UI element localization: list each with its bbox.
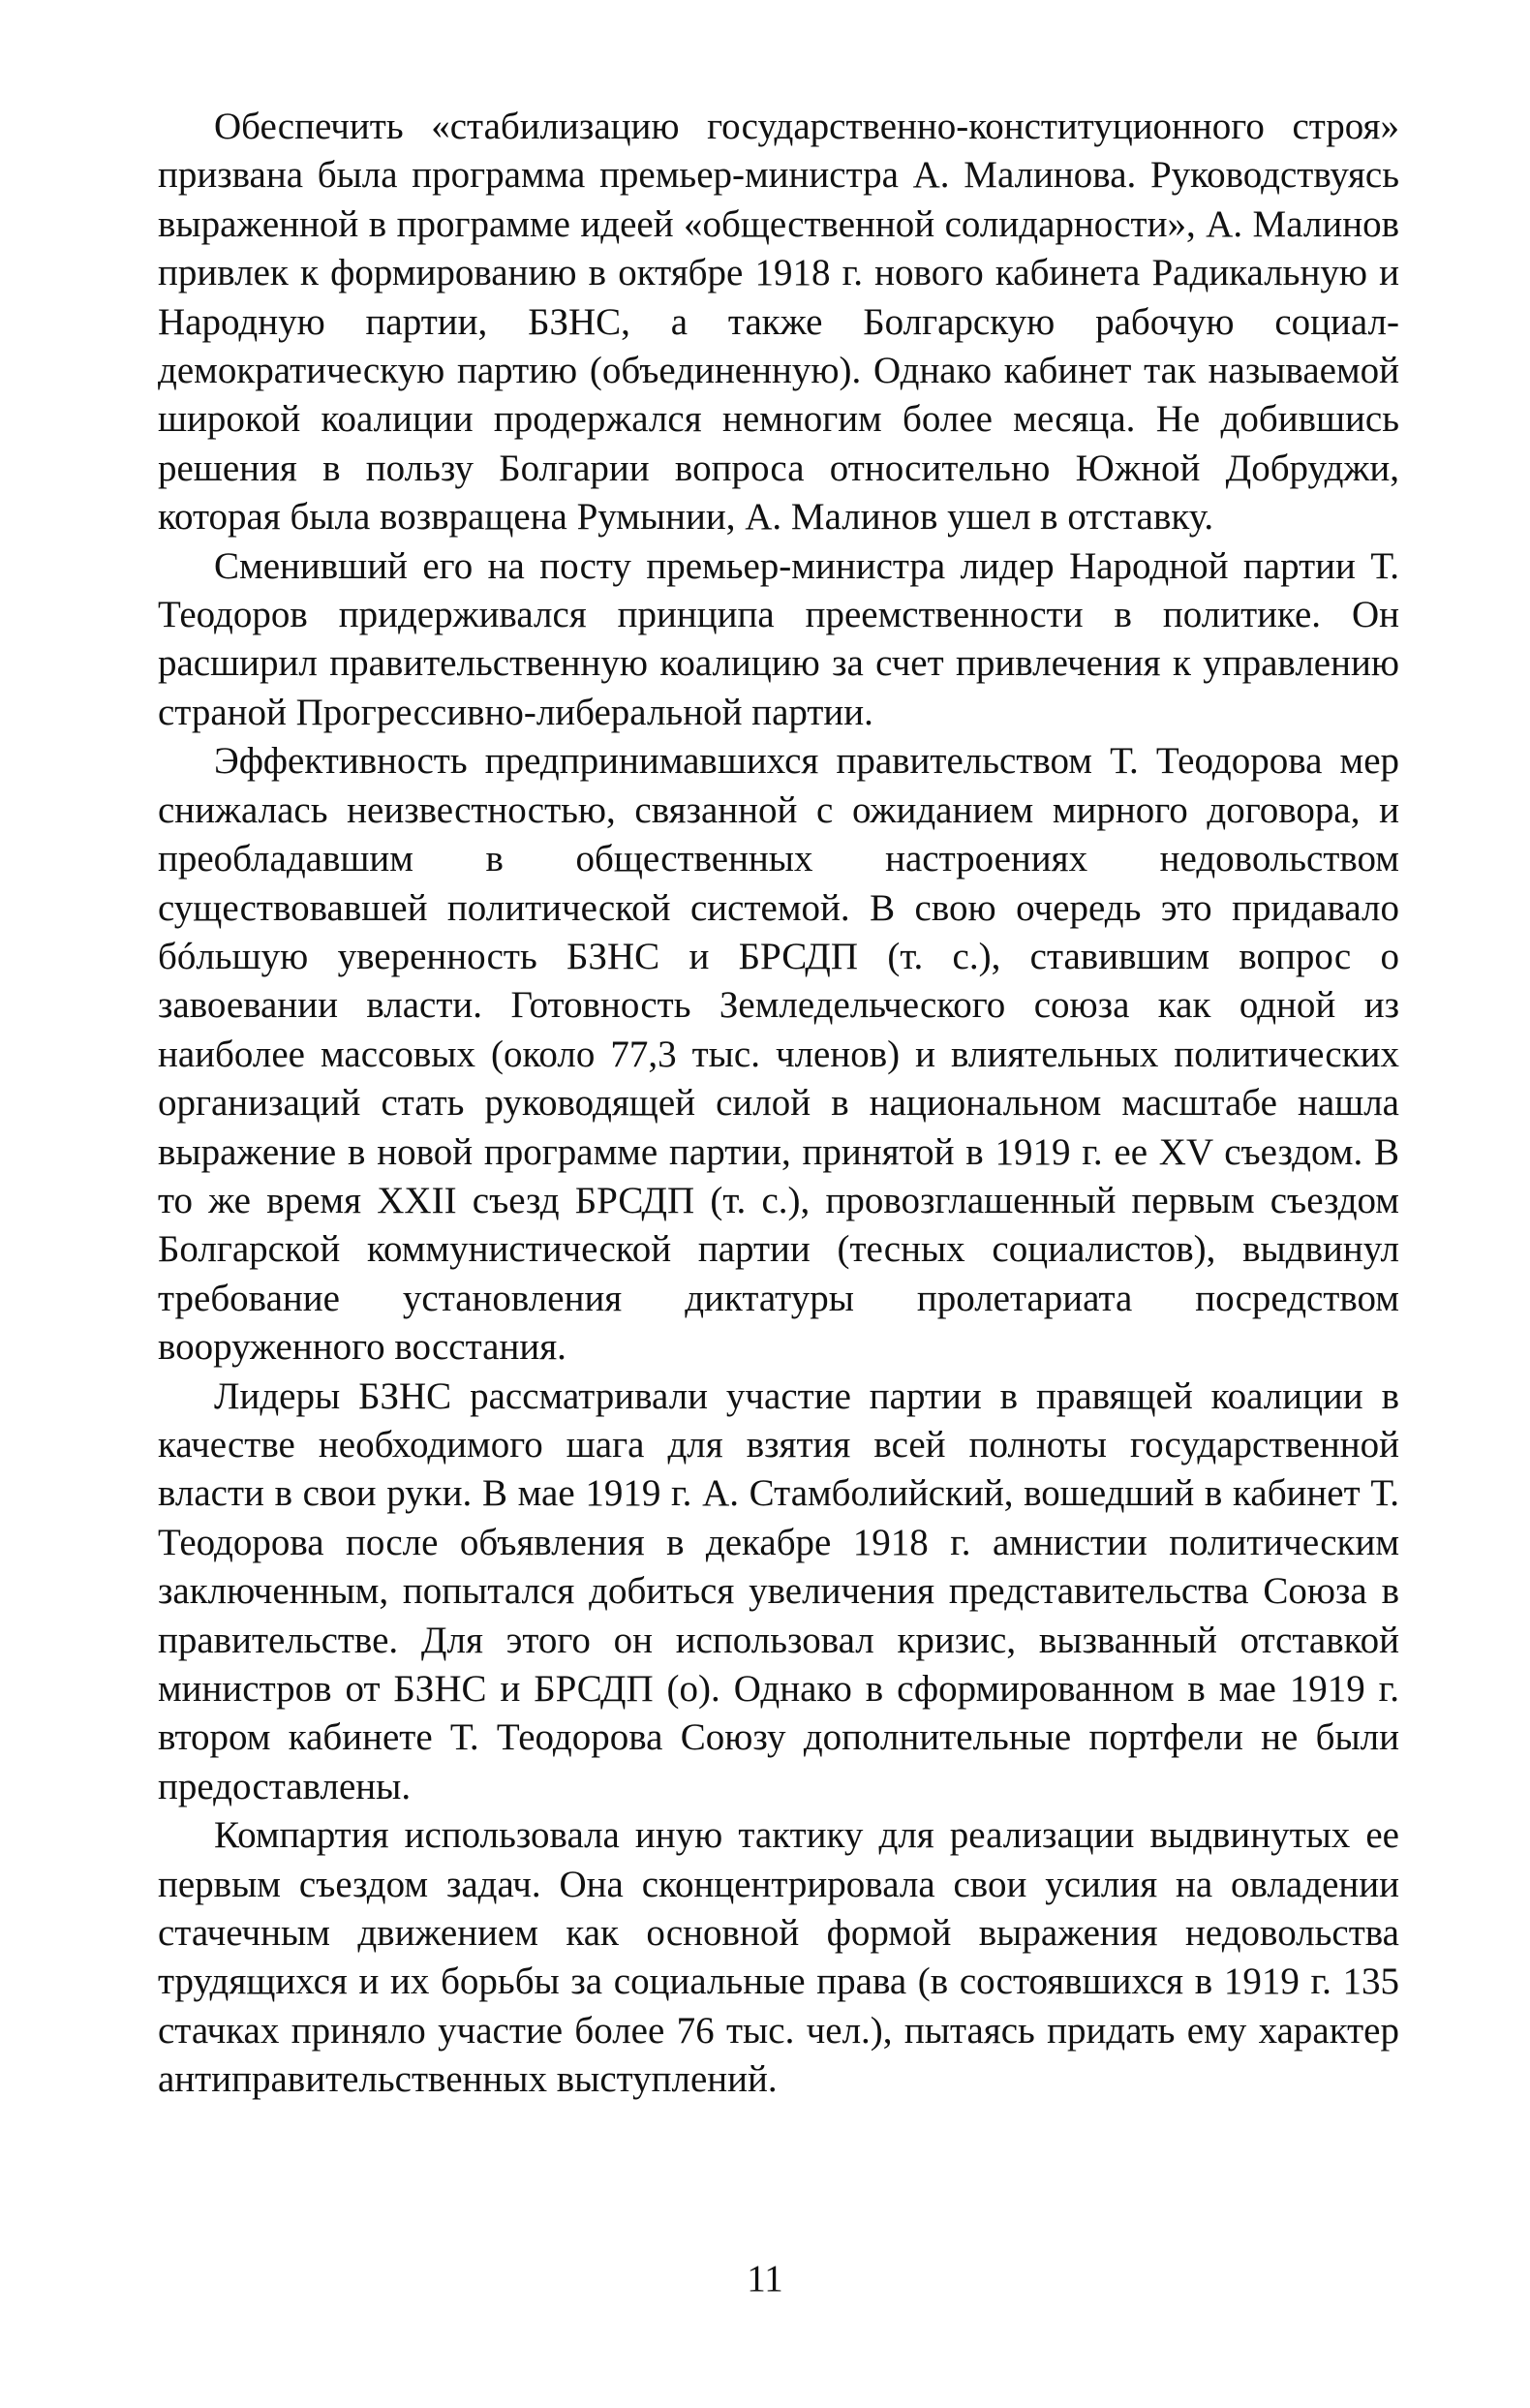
paragraph-5: Компартия использовала иную тактику для реализации выдвинутых ее первым съездом задач. Она сконцентрировала свои усилия на овладении стачечным движением как основной формой выражения недовольства трудящихся и их борьбы за социальные права (в состоявшихся в 1919 г. 135 стачках приняло участие более 76 тыс. чел.), пытаясь придать ему характер антиправительственных выступлений. [158,1814,1399,2101]
paragraph-1: Обеспечить «стабилизацию государственно-конституционного строя» призвана была программа премьер-министра А. Малинова. Руководствуясь выраженной в программе идеей «общественной солидарности», А. Малинов привлек к формированию в октябре 1918 г. нового кабинета Радикальную и Народную партии, БЗНС, а также Болгарскую рабочую социал-демократическую партию (объединенную). Однако кабинет так называемой широкой коалиции продержался немногим более месяца. Не добившись решения в пользу Болгарии вопроса относительно Южной Добруджи, которая была возвращена Румынии, А. Малинов ушел в отставку. [158,106,1399,539]
page-number: 11 [747,2258,783,2300]
paragraph-4: Лидеры БЗНС рассматривали участие партии в правящей коалиции в качестве необходимого шага для взятия всей полноты государственной власти в свои руки. В мае 1919 г. А. Стамболийский, вошедший в кабинет Т. Теодорова после объявления в декабре 1918 г. амнистии политическим заключенным, попытался добиться увеличения представительства Союза в правительстве. Для этого он использовал кризис, вызванный отставкой министров от БЗНС и БРСДП (о). Однако в сформированном в мае 1919 г. втором кабинете Т. Теодорова Союзу дополнительные портфели не были предоставлены. [158,1374,1399,1807]
paragraph-3: Эффективность предпринимавшихся правительством Т. Теодорова мер снижалась неизвестностью, связанной с ожиданием мирного договора, и преобладавшим в общественных настроениях недовольством существовавшей политической системой. В свою очередь это придавало бóльшую уверенность БЗНС и БРСДП (т. с.), ставившим вопрос о завоевании власти. Готовность Земледельческого союза как одной из наиболее массовых (около 77,3 тыс. членов) и влиятельных политических организаций стать руководящей силой в национальном масштабе нашла выражение в новой программе партии, принятой в 1919 г. ее XV съездом. В то же время XXII съезд БРСДП (т. с.), провозглашенный первым съездом Болгарской коммунистической партии (тесных социалистов), выдвинул требование установления диктатуры пролетариата посредством вооруженного восстания. [158,740,1399,1369]
paragraph-2: Сменивший его на посту премьер-министра лидер Народной партии Т. Теодоров придерживался принципа преемственности в политике. Он расширил правительственную коалицию за счет привлечения к управлению страной Прогрессивно-либеральной партии. [158,544,1399,733]
body-text [158,103,1399,2105]
